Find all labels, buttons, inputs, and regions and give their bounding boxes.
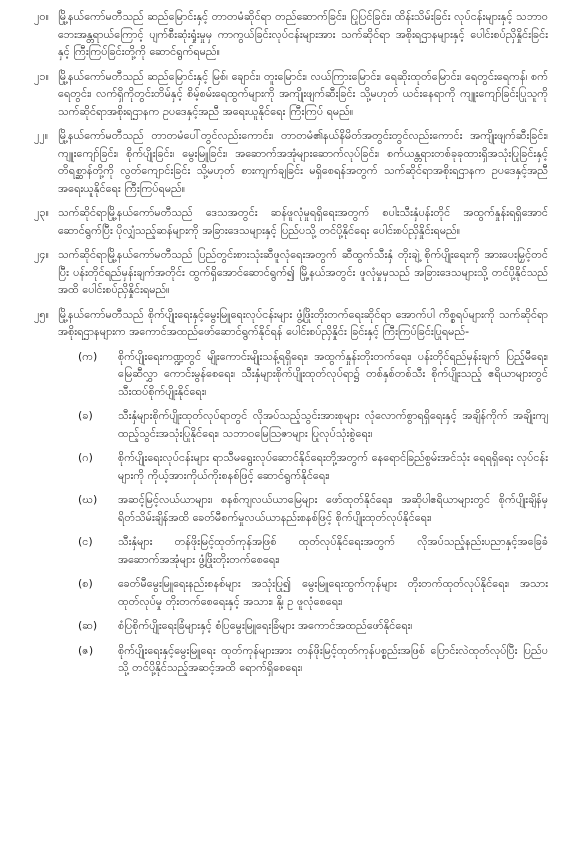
sub-item-text: စိုက်ပျိုးရေးလုပ်ငန်းများ ရာသီမရွေးလုပ်ဆောင်နိုင်ရေးတို့အတွက် နေရောင်ခြည်စွမ်းအင်သုံး ရေရရှိရေး လုပ်ငန်းများကို ကိုယ့်အားကိုယ်ကိုးစနစ်ဖြင့် ဆောင်ရွက်နိုင်ရေး၊ <box>118 451 548 482</box>
sub-item-list <box>78 348 548 677</box>
paragraph-text: သက်ဆိုင်ရာမြို့နယ်ကော်မတီသည် ဒေသအတွင်း ဆန်ဖူလုံမှုရရှိရေးအတွက် စပါးသီးနှံပန်းတိုင် အထွက်နှုန်းရရှိအောင်ဆောင်ရွက်ပြီး ပိုလျှံသည့်ဆန်များကို အခြားဒေသများနှင့် ပြည်ပသို့ တင်ပို့နိုင်ရေး ပေါင်းစပ်ညှိနှိုင်းရမည်။ <box>58 206 548 237</box>
sub-item <box>78 642 548 677</box>
sub-item-label: (က) <box>78 349 98 363</box>
sub-item-text: အဆင့်မြင့်လယ်ယာများ၊ စနစ်ကျလယ်ယာမြေများ ဖော်ထုတ်နိုင်ရေး၊ အဆိုပါဧရိယာများတွင် စိုက်ပျိုးချိန်မှ ရိတ်သိမ်းချိန်အထိ ခေတ်မီစက်မှုလယ်ယာနည်းစနစ်ဖြင့် စိုက်ပျိုးထုတ်လုပ်နိုင်ရေး၊ <box>118 493 548 524</box>
paragraph-text: မြို့နယ်ကော်မတီသည် စိုက်ပျိုးရေးနှင့်မွေးမြူရေးလုပ်ငန်းများ ဖွံ့ဖြိုးတိုးတက်ရေးဆိုင်ရာ အောက်ပါ ကိစ္စရပ်များကို သက်ဆိုင်ရာအစိုးရဌာနများက အကောင်အထည်ဖော်ဆောင်ရွက်နိုင်ရန် ပေါင်းစပ်ညှိနှိုင်း ခြင်းနှင့် ကြီးကြပ်ခြင်းပြုရမည်- <box>58 307 548 338</box>
sub-item-label: (င) <box>78 535 93 548</box>
sub-item <box>78 575 548 610</box>
paragraph-number: ၂၄။ <box>34 248 49 261</box>
sub-item-label: (ဃ) <box>78 493 98 506</box>
paragraph-number: ၂၁။ <box>34 69 49 83</box>
paragraph-number: ၂၂။ <box>34 129 49 142</box>
paragraph <box>34 68 548 121</box>
sub-item <box>78 533 548 568</box>
sub-item-label: (စ) <box>78 577 93 590</box>
sub-item <box>78 348 548 401</box>
sub-item-text: စိုက်ပျိုးရေးကဏ္ဍတွင် မျိုးကောင်းမျိုးသန့်ရရှိရေး၊ အထွက်နှုန်းတိုးတက်ရေး၊ ပန်းတိုင်ရည်မှန်းချက် ပြည့်မီရေး၊ မြေဆီလွှာ ကောင်းမွန်စေရေး၊ သီးနှံများစိုက်ပျိုးထုတ်လုပ်ရာ၌ တစ်နှစ်တစ်သီး စိုက်ပျိုးသည့် ဧရိယာများတွင် သီးထပ်စိုက်ပျိုးနိုင်ရေး၊ <box>118 349 548 398</box>
sub-item <box>78 617 548 635</box>
sub-item-text: စိုက်ပျိုးရေးနှင့်မွေးမြူရေး ထုတ်ကုန်များအား တန်ဖိုးမြင့်ထုတ်ကုန်ပစ္စည်းအဖြစ် ပြောင်းလဲထုတ်လုပ်ပြီး ပြည်ပသို့ တင်ပို့နိုင်သည့်အဆင့်အထိ ရောက်ရှိစေရေး၊ <box>118 643 548 674</box>
paragraph-text: မြို့နယ်ကော်မတီသည် ဆည်မြောင်းနှင့် တာတမံဆိုင်ရာ တည်ဆောက်ခြင်း၊ ပြုပြင်ခြင်း၊ ထိန်းသိမ်းခြင်း လုပ်ငန်းများနှင့် သဘာဝဘေးအန္တရာယ်ကြောင့် ပျက်စီးဆုံးရှုံးမှုမှ ကာကွယ်ခြင်းလုပ်ငန်းများအား သက်ဆိုင်ရာ အစိုးရဌာနများနှင့် ပေါင်းစပ်ညှိနှိုင်းခြင်းနှင့် ကြီးကြပ်ခြင်းတို့ကို ဆောင်ရွက်ရမည်။ <box>58 10 548 58</box>
sub-item-text: ခေတ်မီမွေးမြူရေးနည်းစနစ်များ အသုံးပြု၍ မွေးမြူရေးထွက်ကုန်များ တိုးတက်ထုတ်လုပ်နိုင်ရေး၊ အသားထုတ်လုပ်မှု တိုးတက်စေရေးနှင့် အသား၊ နို့၊ ဥ ဖူလုံစေရေး၊ <box>118 577 548 608</box>
paragraph-text: မြို့နယ်ကော်မတီသည် ဆည်မြောင်းနှင့် မြစ်၊ ချောင်း၊ တူးမြောင်း၊ လယ်ကြားမြောင်း၊ ရေဆိုးထုတ်မြောင်း၊ ရေတွင်းရေကန်၊ စက်ရေတွင်း၊ လက်ရှိကိုတွင်းတိမ်နှင့် စိမ့်စမ်းရေထွက်များကို အကျိုးဖျက်ဆီးခြင်း သို့မဟုတ် ယင်းနေရာကို ကျူးကျော်ခြင်းပြုသူကို သက်ဆိုင်ရာအစိုးရဌာနက ဥပဒေနှင့်အညီ အရေးယူနိုင်ရေး ကြီးကြပ် ရမည်။ <box>58 69 548 118</box>
sub-item-label: (ခ) <box>78 409 93 422</box>
sub-item <box>78 491 548 526</box>
paragraph-number: ၂၃။ <box>34 206 49 219</box>
sub-item <box>78 407 548 442</box>
sub-item-text: သီးနှံများ တန်ဖိုးမြင့်ထုတ်ကုန်အဖြစ် ထုတ်လုပ်နိုင်ရေးအတွက် လိုအပ်သည့်နည်းပညာနှင့်အခြေခံ အဆောက်အအုံများ ဖွံ့ဖြိုးတိုးတက်စေရေး၊ <box>118 535 548 566</box>
paragraph <box>34 246 548 299</box>
sub-item-text: စံပြစိုက်ပျိုးရေးခြံများနှင့် စံပြမွေးမြူရေးခြံများ အကောင်အထည်ဖော်နိုင်ရေး၊ <box>118 619 413 632</box>
sub-item-label: (ဆ) <box>78 619 98 632</box>
paragraph <box>34 306 548 341</box>
paragraph <box>34 204 548 239</box>
sub-item-label: (ဂ) <box>78 451 93 464</box>
paragraph <box>34 8 548 61</box>
paragraph-number: ၂၅။ <box>34 307 49 321</box>
paragraph-list <box>34 8 548 341</box>
paragraph-number: ၂၀။ <box>34 10 49 23</box>
paragraph-text: မြို့နယ်ကော်မတီသည် တာတမံပေါ်တွင်လည်းကောင်း၊ တာတမံ၏နယ်နိမိတ်အတွင်းတွင်လည်းကောင်း အကျိုးဖျက်ဆီးခြင်း၊ ကျူးကျော်ခြင်း၊ စိုက်ပျိုးခြင်း၊ မွေးမြူခြင်း၊ အဆောက်အအုံများဆောက်လုပ်ခြင်း၊ စက်ယန္တရားတစ်ခုခုထားရှိအသုံးပြုခြင်းနှင့် တိရစ္ဆာန်တို့ကို လွတ်ကျောင်းခြင်း သို့မဟုတ် စားကျက်ချခြင်း မရှိစေရန်အတွက် သက်ဆိုင်ရာအစိုးရဌာနက ဥပဒေနှင့်အညီအရေးယူနိုင်ရေး ကြီးကြပ်ရမည်။ <box>58 129 548 195</box>
sub-item-label: (ဇ) <box>78 643 94 657</box>
paragraph-text: သက်ဆိုင်ရာမြို့နယ်ကော်မတီသည် ပြည်တွင်းစားသုံးဆီဖူလုံရေးအတွက် ဆီထွက်သီးနှံ တိုးချဲ့ စိုက်ပျိုးရေးကို အားပေးမြှင့်တင်ပြီး ပန်းတိုင်ရည်မှန်းချက်အတိုင်း ထွက်ရှိအောင်ဆောင်ရွက်၍ မြို့နယ်အတွင်း ဖူလုံမှုမှသည် အခြားဒေသများသို့ တင်ပို့နိုင်သည်အထိ ပေါင်းစပ်ညှိနှိုင်းရမည်။ <box>58 248 548 296</box>
paragraph <box>34 127 548 197</box>
sub-item <box>78 449 548 484</box>
sub-item-text: သီးနှံများစိုက်ပျိုးထုတ်လုပ်ရာတွင် လိုအပ်သည့်သွင်းအားစုများ လုံလောက်စွာရရှိရေးနှင့် အချိန်ကိုက် အချိုးကျ ထည့်သွင်းအသုံးပြုနိုင်ရေး၊ သဘာဝမြေသြဇာများ ပြုလုပ်သုံးစွဲရေး၊ <box>118 409 548 440</box>
